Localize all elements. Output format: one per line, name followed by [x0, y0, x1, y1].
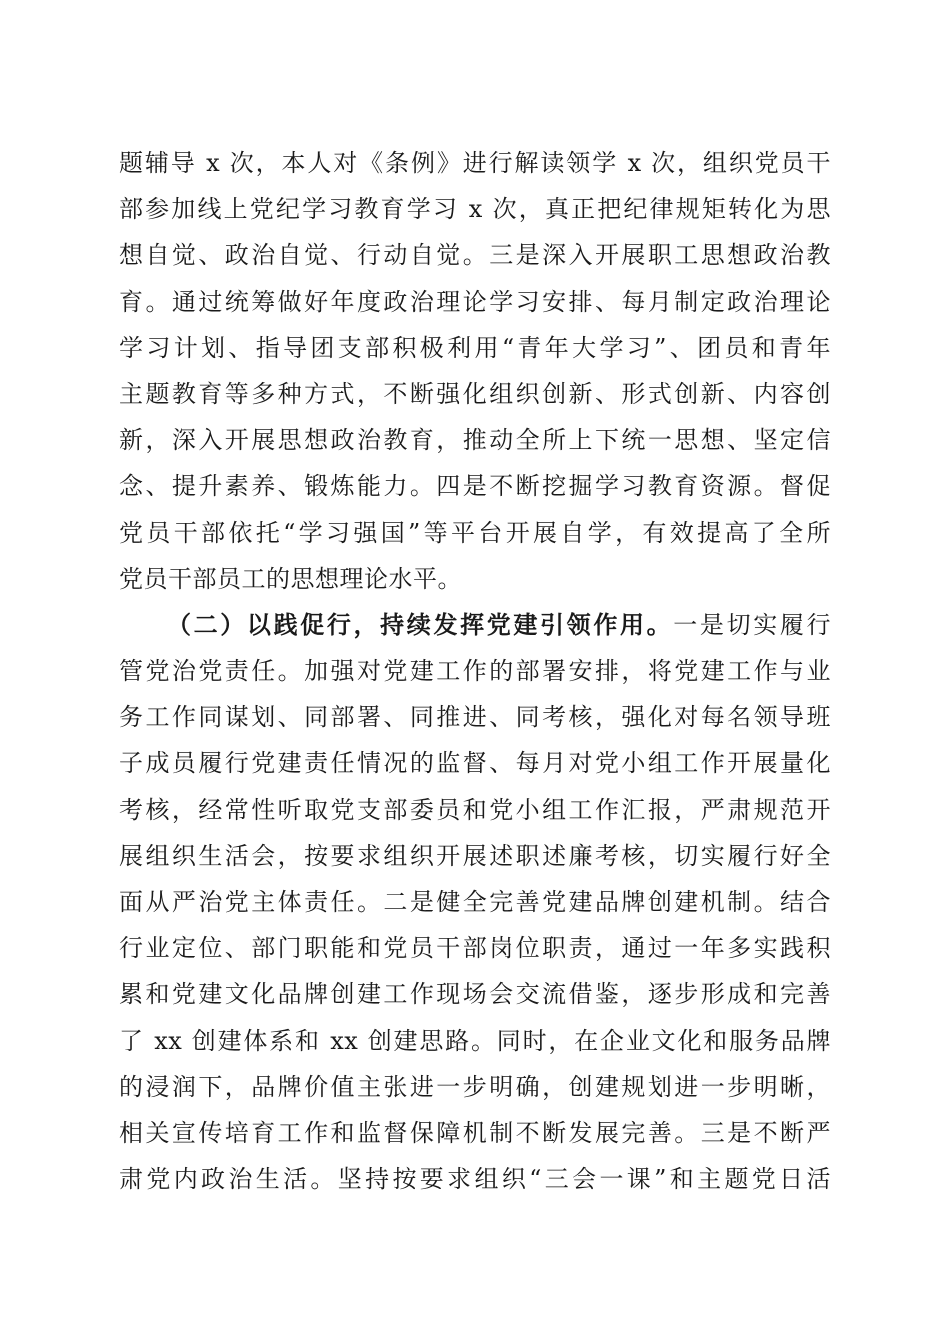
- text-line: 相关宣传培育工作和监督保障机制不断发展完善。三是不断严: [119, 1118, 831, 1147]
- paragraph-section-2: [119, 602, 831, 1202]
- text-line: 行业定位、部门职能和党员干部岗位职责，通过一年多实践积: [119, 934, 831, 963]
- heading-line-rest: 一是切实履行: [673, 610, 832, 639]
- text-line: 的浸润下，品牌价值主张进一步明确，创建规划进一步明晰，: [119, 1072, 831, 1101]
- text-line: 肃党内政治生活。坚持按要求组织“三会一课”和主题党日活: [119, 1165, 831, 1194]
- text-line: 新，深入开展思想政治教育，推动全所上下统一思想、坚定信: [119, 426, 831, 455]
- text-line: 管党治党责任。加强对党建工作的部署安排，将党建工作与业: [119, 657, 831, 686]
- text-line: 部参加线上党纪学习教育学习 x 次，真正把纪律规矩转化为思: [119, 195, 831, 224]
- text-line: 面从严治党主体责任。二是健全完善党建品牌创建机制。结合: [119, 888, 831, 916]
- text-line: 了 xx 创建体系和 xx 创建思路。同时，在企业文化和服务品牌: [119, 1026, 831, 1055]
- text-line: 党员干部依托“学习强国”等平台开展自学，有效提高了全所: [119, 518, 831, 547]
- text-line: 考核，经常性听取党支部委员和党小组工作汇报，严肃规范开: [119, 795, 831, 824]
- text-line: 育。通过统筹做好年度政治理论学习安排、每月制定政治理论: [119, 287, 831, 316]
- text-line: 党员干部员工的思想理论水平。: [119, 564, 462, 593]
- paragraph-continuation: [119, 140, 831, 602]
- document-body: [119, 140, 831, 1202]
- text-line: 题辅导 x 次，本人对《条例》进行解读领学 x 次，组织党员干: [119, 149, 831, 177]
- text-line: 子成员履行党建责任情况的监督、每月对党小组工作开展量化: [119, 749, 831, 778]
- text-line: 学习计划、指导团支部积极利用“青年大学习”、团员和青年: [119, 333, 831, 362]
- text-line: 念、提升素养、锻炼能力。四是不断挖掘学习教育资源。督促: [119, 472, 831, 501]
- text-line: 累和党建文化品牌创建工作现场会交流借鉴，逐步形成和完善: [119, 980, 831, 1009]
- text-line: 展组织生活会，按要求组织开展述职述廉考核，切实履行好全: [119, 841, 831, 870]
- text-line: 主题教育等多种方式，不断强化组织创新、形式创新、内容创: [119, 379, 831, 408]
- section-heading-line: [119, 602, 831, 648]
- text-line: 务工作同谋划、同部署、同推进、同考核，强化对每名领导班: [119, 703, 831, 732]
- section-heading: （二）以践促行，持续发挥党建引领作用。: [167, 609, 674, 639]
- text-line: 想自觉、政治自觉、行动自觉。三是深入开展职工思想政治教: [119, 241, 831, 270]
